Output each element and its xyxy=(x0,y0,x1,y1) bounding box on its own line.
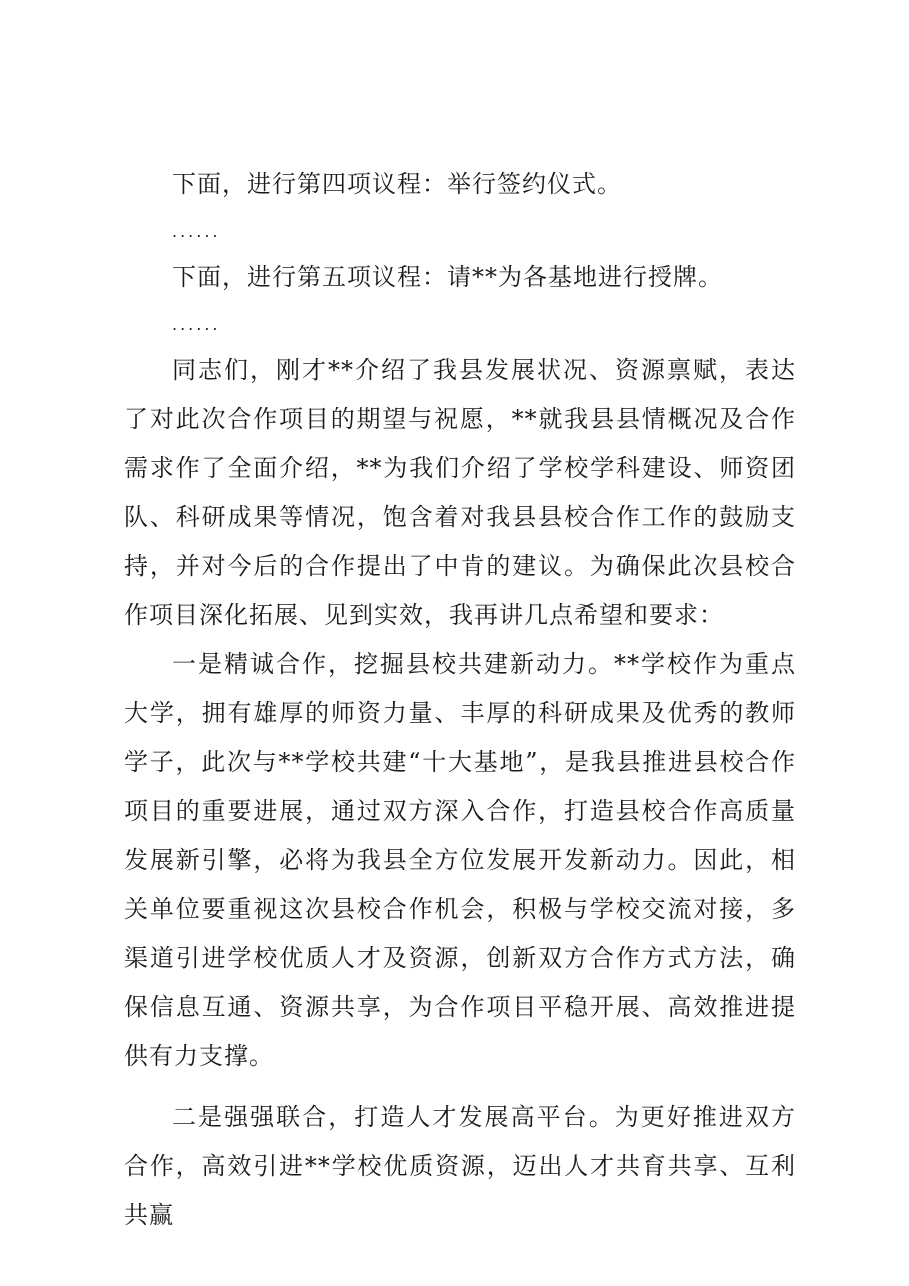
paragraph-agenda-five: 下面，进行第五项议程：请**为各基地进行授牌。 xyxy=(172,263,723,291)
paragraph-agenda-four: 下面，进行第四项议程：举行签约仪式。 xyxy=(172,170,622,198)
ellipsis-separator: ...... xyxy=(172,222,221,241)
document-body xyxy=(124,160,796,1240)
paragraph-speech-intro: 同志们，刚才**介绍了我县发展状况、资源禀赋，表达了对此次合作项目的期望与祝愿，**就我县县情概况及合作需求作了全面介绍，**为我们介绍了学校学科建设、师资团队、科研成果等情况，饱含着对我县县校合作工作的鼓励支持，并对今后的合作提出了中肯的建议。为确保此次县校合作项目深化拓展、见到实效，我再讲几点希望和要求： xyxy=(124,356,796,629)
paragraph-point-one: 一是精诚合作，挖掘县校共建新动力。**学校作为重点大学，拥有雄厚的师资力量、丰厚的科研成果及优秀的教师学子，此次与**学校共建“十大基地”，是我县推进县校合作项目的重要进展，通过双方深入合作，打造县校合作高质量发展新引擎，必将为我县全方位发展开发新动力。因此，相关单位要重视这次县校合作机会，积极与学校交流对接，多渠道引进学校优质人才及资源，创新双方合作方式方法，确保信息互通、资源共享，为合作项目平稳开展、高效推进提供有力支撑。 xyxy=(124,650,796,1070)
ellipsis-separator: ...... xyxy=(172,315,221,334)
paragraph-point-two: 二是强强联合，打造人才发展高平台。为更好推进双方合作，高效引进**学校优质资源，迈出人才共育共享、互利共赢 xyxy=(124,1103,796,1229)
